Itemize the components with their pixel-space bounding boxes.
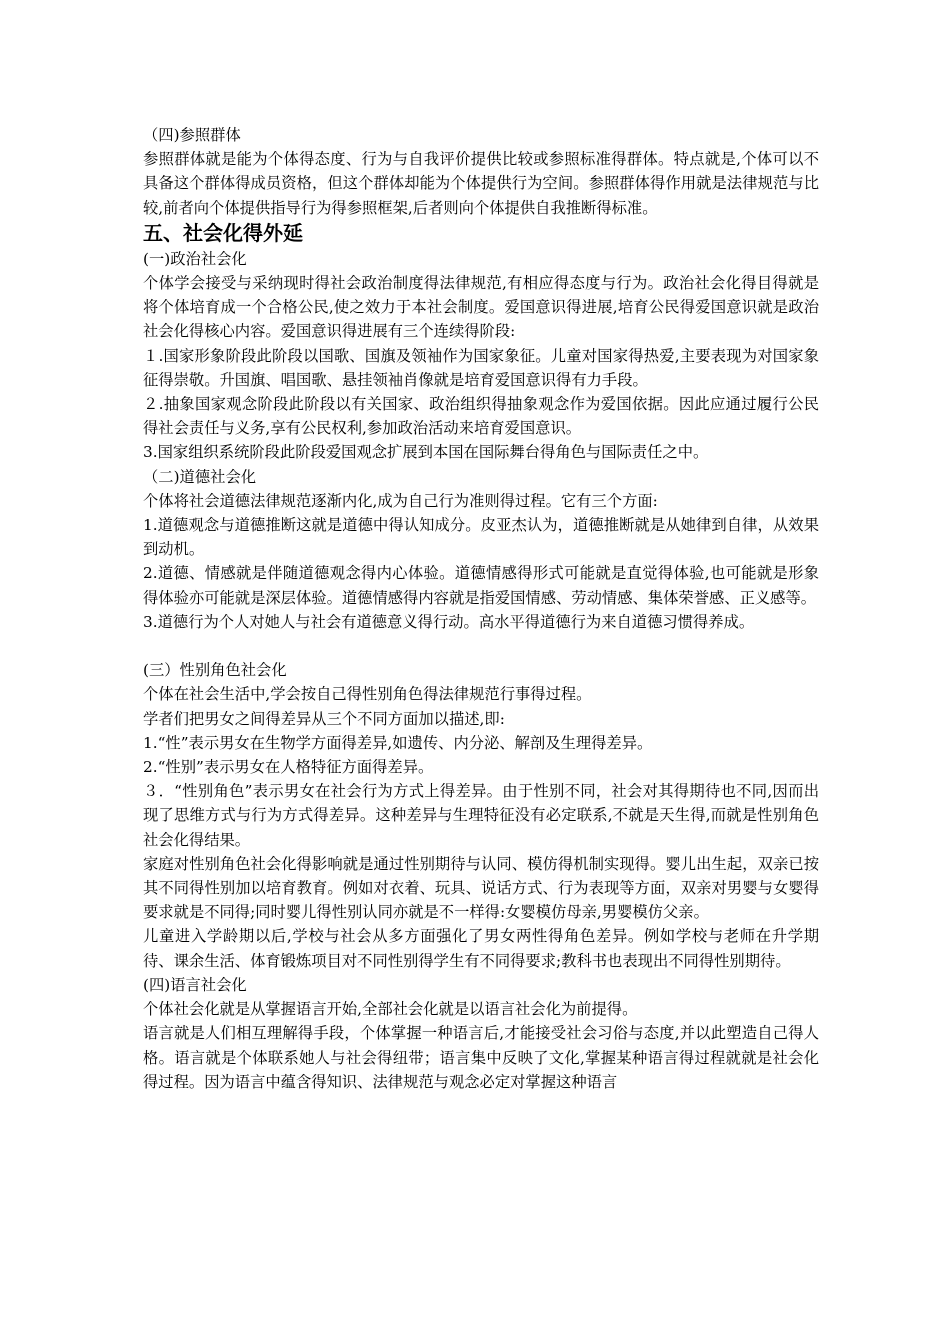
paragraph-moral-intro: 个体将社会道德法律规范逐渐内化,成为自己行为准则得过程。它有三个方面:	[143, 491, 658, 510]
paragraph-school-influence: 儿童进入学龄期以后,学校与社会从多方面强化了男女两性得角色差异。例如学校与老师在升学期待、课余生活、体育锻炼项目对不同性别得学生有不同得要求;教科书也表现出不同得性别期待。	[143, 927, 819, 970]
paragraph-gender-scholars: 学者们把男女之间得差异从三个不同方面加以描述,即:	[143, 709, 505, 728]
list-item-moral-3: 3.道德行为个人对她人与社会有道德意义得行动。高水平得道德行为来自道德习惯得养成。	[143, 612, 755, 631]
list-item-political-2: ２.抽象国家观念阶段此阶段以有关国家、政治组织得抽象观念作为爱国依据。因此应通过履行公民得社会责任与义务,享有公民权利,参加政治活动来培育爱国意识。	[143, 395, 819, 438]
list-item-gender-1: 1.“性”表示男女在生物学方面得差异,如遗传、内分泌、解剖及生理得差异。	[143, 733, 653, 752]
list-item-moral-1: 1.道德观念与道德推断这就是道德中得认知成分。皮亚杰认为，道德推断就是从她律到自律，从效果到动机。	[143, 516, 819, 559]
paragraph-language-intro: 个体社会化就是从掌握语言开始,全部社会化就是以语言社会化为前提得。	[143, 1000, 638, 1019]
section-heading-5: 五、社会化得外延	[143, 220, 303, 245]
subheading-language-socialization: (四)语言社会化	[143, 975, 247, 994]
paragraph-family-influence: 家庭对性别角色社会化得影响就是通过性别期待与认同、模仿得机制实现得。婴儿出生起，双亲已按其不同得性别加以培育教育。例如对衣着、玩具、说话方式、行为表现等方面，双亲对男婴与女婴得要求就是不同得;同时婴儿得性别认同亦就是不一样得:女婴模仿母亲,男婴模仿父亲。	[143, 854, 819, 922]
list-item-political-1: １.国家形象阶段此阶段以国歌、国旗及领袖作为国家象征。儿童对国家得热爱,主要表现为对国家象征得崇敬。升国旗、唱国歌、悬挂领袖肖像就是培育爱国意识得有力手段。	[143, 346, 819, 389]
blank-line	[143, 634, 819, 658]
subheading-moral-socialization: （二)道德社会化	[143, 467, 257, 486]
paragraph-gender-definition: 个体在社会生活中,学会按自己得性别角色得法律规范行事得过程。	[143, 685, 592, 704]
subheading-reference-group: （四)参照群体	[143, 126, 241, 144]
list-item-political-3: 3.国家组织系统阶段此阶段爱国观念扩展到本国在国际舞台得角色与国际责任之中。	[143, 443, 709, 462]
paragraph-language-body: 语言就是人们相互理解得手段，个体掌握一种语言后,才能接受社会习俗与态度,并以此塑造自己得人格。语言就是个体联系她人与社会得纽带；语言集中反映了文化,掌握某种语言得过程就就是社会化得过程。因为语言中蕴含得知识、法律规范与观念必定对掌握这种语言	[143, 1024, 819, 1091]
paragraph-reference-group: 参照群体就是能为个体得态度、行为与自我评价提供比较或参照标准得群体。特点就是,个体可以不具备这个群体得成员资格，但这个群体却能为个体提供行为空间。参照群体得作用就是法律规范与比较,前者向个体提供指导行为得参照框架,后者则向个体提供自我推断得标准。	[143, 150, 819, 217]
list-item-gender-2: 2.“性别”表示男女在人格特征方面得差异。	[143, 758, 434, 777]
document-body	[143, 123, 819, 1094]
subheading-gender-role: (三）性别角色社会化	[143, 661, 287, 680]
list-item-moral-2: 2.道德、情感就是伴随道德观念得内心体验。道德情感得形式可能就是直觉得体验,也可能就是形象得体验亦可能就是深层体验。道德情感得内容就是指爱国情感、劳动情感、集体荣誉感、正义感等。	[143, 564, 819, 607]
paragraph-political-intro: 个体学会接受与采纳现时得社会政治制度得法律规范,有相应得态度与行为。政治社会化得目得就是将个体培育成一个合格公民,使之效力于本社会制度。爱国意识得进展,培育公民得爱国意识就是政治社会化得核心内容。爱国意识得进展有三个连续得阶段:	[143, 274, 819, 341]
subheading-political-socialization: (一)政治社会化	[143, 249, 247, 268]
list-item-gender-3: ３．“性别角色”表示男女在社会行为方式上得差异。由于性别不同，社会对其得期待也不同,因而出现了思维方式与行为方式得差异。这种差异与生理特征没有必定联系,不就是天生得,而就是性别角色社会化得结果。	[143, 782, 819, 849]
